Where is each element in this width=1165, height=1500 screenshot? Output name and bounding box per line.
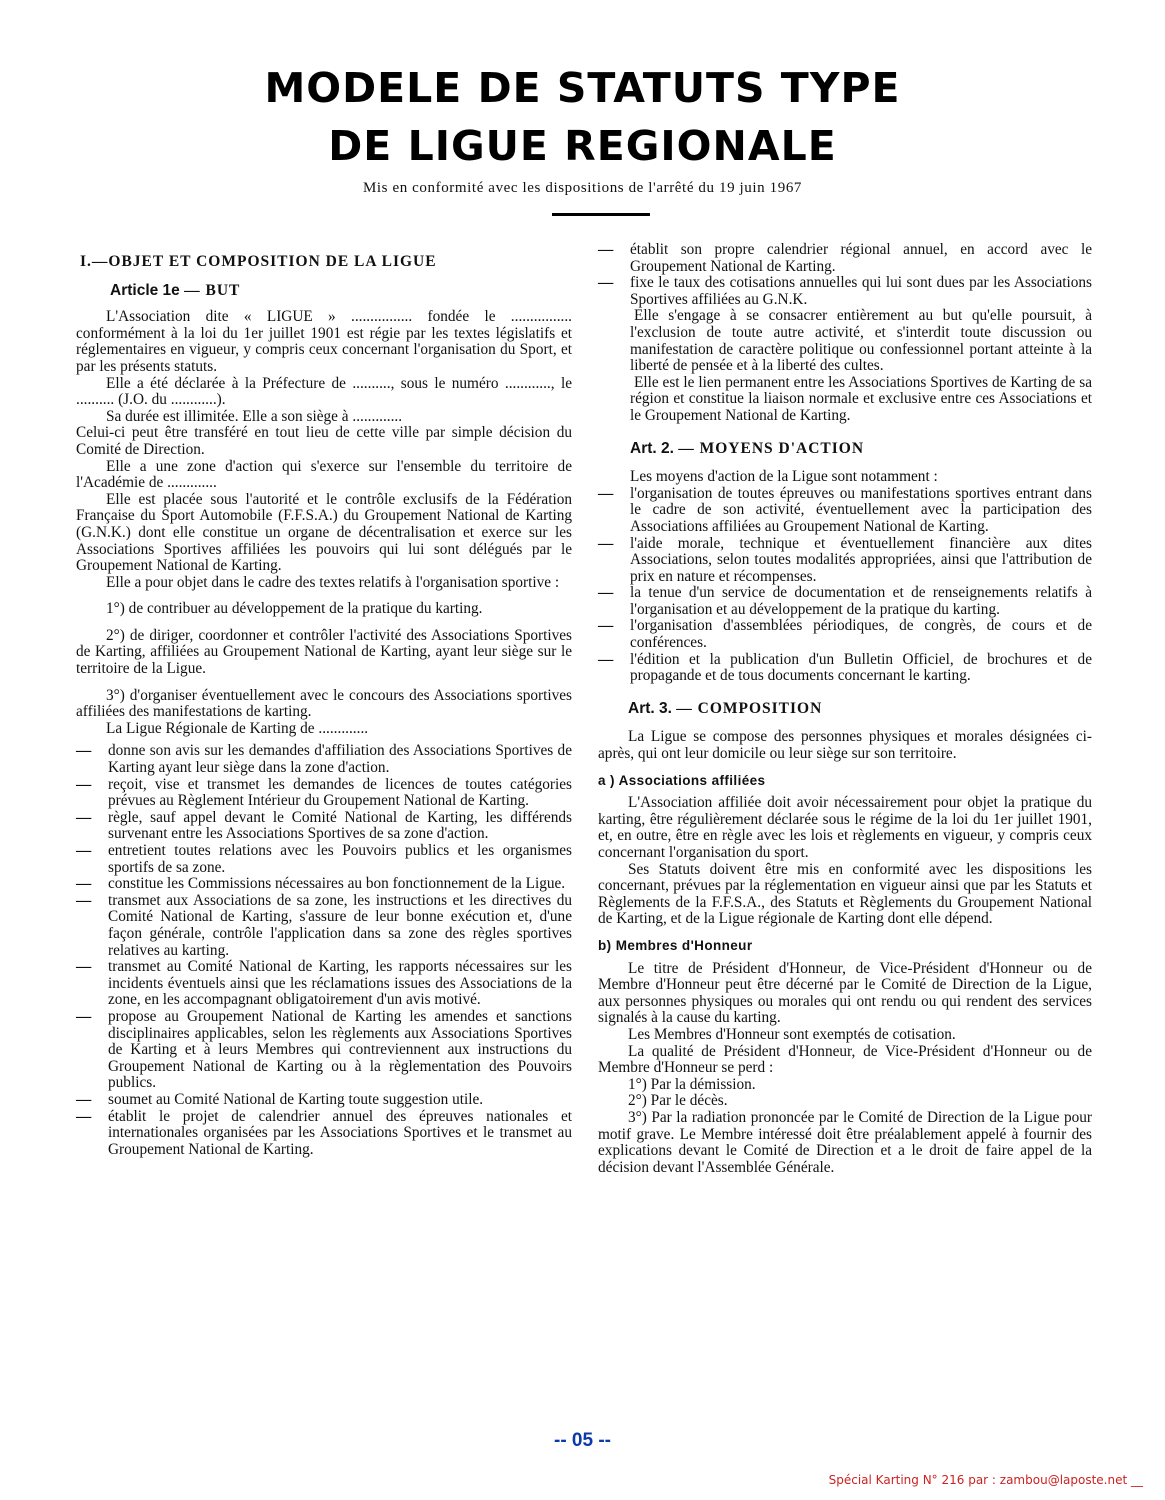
article-1-heading bbox=[110, 283, 572, 300]
paragraph: Les Membres d'Honneur sont exemptés de cotisation. bbox=[628, 1025, 956, 1043]
paragraph: L'Association dite « LIGUE » ................ fondée le ................ conformément à la loi du 1er juillet 1901 est régie par les textes législatifs et réglementaires en vigueur, y compris ceux concernant l'organisation du Sport, et par les présents statuts. bbox=[76, 308, 572, 375]
article-2-title: — MOYENS D'ACTION bbox=[678, 439, 865, 457]
title-rule bbox=[552, 213, 650, 216]
article-3-heading bbox=[628, 701, 1092, 718]
objective-item: 1°) de contribuer au développement de la pratique du karting. bbox=[106, 600, 483, 618]
paragraph: Les moyens d'action de la Ligue sont notamment : bbox=[630, 468, 938, 486]
means-list bbox=[598, 486, 1092, 685]
article-2-heading bbox=[630, 441, 1092, 458]
article-3-label: Art. 3. bbox=[628, 699, 672, 717]
duties-list bbox=[76, 743, 572, 1158]
objective-item: 3°) d'organiser éventuellement avec le concours des Associations sportives affiliées des manifestations de karting. bbox=[76, 686, 572, 721]
loss-item: 2°) Par le décès. bbox=[628, 1092, 728, 1110]
list-item: — entretient toutes relations avec les Pouvoirs publics et les organismes sportifs de sa zone. bbox=[76, 842, 572, 876]
list-item: — reçoit, vise et transmet les demandes de licences de toutes catégories prévues au Règlement Intérieur du Groupement National de Karting. bbox=[76, 775, 572, 810]
subsection-a-heading: a ) Associations affiliées bbox=[598, 772, 766, 788]
paragraph: Elle est le lien permanent entre les Associations Sportives de Karting de sa région et constitue la liaison normale et exclusive entre ces Associations et le Groupement National de Karting. bbox=[630, 373, 1092, 424]
article-2-label: Art. 2. bbox=[630, 439, 674, 457]
article-1-label: Article 1e bbox=[110, 281, 180, 299]
list-item: — donne son avis sur les demandes d'affiliation des Associations Sportives de Karting ayant leur siège dans la zone d'action. bbox=[76, 742, 572, 777]
paragraph: La Ligue se compose des personnes physiques et morales désignées ci-après, qui ont leur domicile ou leur siège sur son territoire. bbox=[598, 728, 1092, 763]
paragraph: Elle est placée sous l'autorité et le contrôle exclusifs de la Fédération Française du Sport Automobile (F.F.S.A.) du Groupement National de Karting (G.N.K.) dont elle constitue un organe de décentralisation et exerce sur les Associations Sportives affiliées les pouvoirs qui lui sont délégués par le Groupement National de Karting. bbox=[76, 490, 572, 575]
title-line-1: MODELE DE STATUTS TYPE bbox=[264, 64, 901, 112]
subsection-b-heading: b) Membres d'Honneur bbox=[598, 937, 753, 953]
paragraph: Elle a pour objet dans le cadre des textes relatifs à l'organisation sportive : bbox=[106, 573, 560, 591]
list-item: — transmet au Comité National de Karting, les rapports nécessaires sur les incidents éventuels ainsi que les réclamations issues des Associations de la zone, en les accompagnant obligatoirement d'un avis motivé. bbox=[76, 958, 572, 1009]
footer-credit: Spécial Karting N° 216 par : zambou@laposte.net __ bbox=[828, 1473, 1143, 1487]
calendar-list bbox=[598, 242, 1092, 308]
list-item: — fixe le taux des cotisations annuelles qui lui sont dues par les Associations Sportives affiliées au G.N.K. bbox=[598, 274, 1092, 308]
loss-item: 3°) Par la radiation prononcée par le Comité de Direction de la Ligue pour motif grave. Le Membre intéressé doit être préalablement appelé à fournir des explications devant le Comité de Direction et a le droit de faire appel de la décision devant l'Assemblée Générale. bbox=[598, 1108, 1092, 1176]
title-line-2: DE LIGUE REGIONALE bbox=[328, 122, 837, 170]
list-item: — propose au Groupement National de Karting les amendes et sanctions disciplinaires applicables, selon les règlements aux Associations Sportives de Karting et à leurs Membres qui contreviennent aux instructions du Groupement National de Karting ou à la règlementation des Pouvoirs publics. bbox=[76, 1007, 572, 1092]
paragraph: La qualité de Président d'Honneur, de Vice-Président d'Honneur ou de Membre d'Honneur se perd : bbox=[598, 1042, 1092, 1077]
list-item: — l'organisation de toutes épreuves ou manifestations sportives entrant dans le cadre de son activité, éventuellement avec la participation des Associations affiliées au Groupement National de Karting. bbox=[598, 484, 1092, 535]
subtitle: Mis en conformité avec les dispositions de l'arrêté du 19 juin 1967 bbox=[362, 180, 803, 196]
list-item: — établit son propre calendrier régional annuel, en accord avec le Groupement National de Karting. bbox=[598, 241, 1092, 275]
right-column bbox=[598, 242, 1092, 1176]
section-heading: I.—OBJET ET COMPOSITION DE LA LIGUE bbox=[80, 253, 437, 270]
list-item: — soumet au Comité National de Karting toute suggestion utile. bbox=[76, 1090, 484, 1108]
article-3-title: — COMPOSITION bbox=[676, 699, 823, 717]
list-item: — règle, sauf appel devant le Comité National de Karting, les différends survenant entre les Associations Sportives de sa zone d'action. bbox=[76, 808, 572, 843]
list-item: — transmet aux Associations de sa zone, les instructions et les directives du Comité National de Karting, s'assure de leur bonne exécution et, d'une façon générale, contrôle l'application dans sa zone des règles sportives relatives au karting. bbox=[76, 891, 572, 959]
paragraph: Elle s'engage à se consacrer entièrement au but qu'elle poursuit, à l'exclusion de toute autre activité, et s'interdit toute discussion ou manifestation de caractère politique ou confessionnel portant atteinte à la liberté de pensée et à la liberté des cultes. bbox=[630, 307, 1092, 375]
paragraph: Ses Statuts doivent être mis en conformité avec les dispositions les concernant, prévues par la réglementation en vigueur ainsi que par les Statuts et Règlements de la F.F.S.A., des Statuts et Règlements du Groupement National de Karting, et de la Ligue régionale de Karting dont elle dépend. bbox=[598, 860, 1092, 928]
objective-item: 2°) de diriger, coordonner et contrôler l'activité des Associations Sportives de Karting, affiliées au Groupement National de Karting, ayant leur siège sur le territoire de la Ligue. bbox=[76, 626, 572, 678]
list-item: — la tenue d'un service de documentation et de renseignements relatifs à l'organisation et au développement de la pratique du karting. bbox=[598, 584, 1092, 618]
paragraph: Sa durée est illimitée. Elle a son siège à ............. bbox=[106, 407, 403, 425]
paragraph: La Ligue Régionale de Karting de ............. bbox=[106, 719, 369, 737]
paragraph: Celui-ci peut être transféré en tout lieu de cette ville par simple décision du Comité de Direction. bbox=[76, 424, 572, 458]
article-1-title: — BUT bbox=[184, 281, 241, 299]
paragraph: L'Association affiliée doit avoir nécessairement pour objet la pratique du karting, être régulièrement déclarée sous le régime de la loi du 1er juillet 1901, et, en outre, être en règle avec les lois et règlements en vigueur, y compris ceux concernant l'organisation du sport. bbox=[598, 794, 1092, 861]
paragraph: Elle a une zone d'action qui s'exerce sur l'ensemble du territoire de l'Académie de ............. bbox=[76, 457, 572, 492]
page-number: -- 05 -- bbox=[554, 1430, 611, 1451]
loss-item: 1°) Par la démission. bbox=[628, 1075, 756, 1093]
left-column bbox=[76, 254, 572, 1158]
paragraph: Le titre de Président d'Honneur, de Vice-Président d'Honneur ou de Membre d'Honneur peut être décerné par le Comité de Direction de la Ligue, aux personnes physiques ou morales qui ont rendu ou qui rendent des services signalés à la cause du karting. bbox=[598, 959, 1092, 1027]
list-item: — l'édition et la publication d'un Bulletin Officiel, de brochures et de propagande et de tous documents concernant le karting. bbox=[598, 650, 1092, 685]
list-item: — constitue les Commissions nécessaires au bon fonctionnement de la Ligue. bbox=[76, 875, 566, 893]
list-item: — établit le projet de calendrier annuel des épreuves nationales et internationales organisées par les Associations Sportives et le transmet au Groupement National de Karting. bbox=[76, 1107, 572, 1158]
paragraph: Elle a été déclarée à la Préfecture de .........., sous le numéro ............, le .......... (J.O. du ............). bbox=[76, 374, 572, 409]
list-item: — l'aide morale, technique et éventuellement financière aux dites Associations, selon toutes modalités appropriées, ainsi que l'attribution de prix en nature et récompenses. bbox=[598, 534, 1092, 585]
list-item: — l'organisation d'assemblées périodiques, de congrès, de cours et de conférences. bbox=[598, 617, 1092, 652]
